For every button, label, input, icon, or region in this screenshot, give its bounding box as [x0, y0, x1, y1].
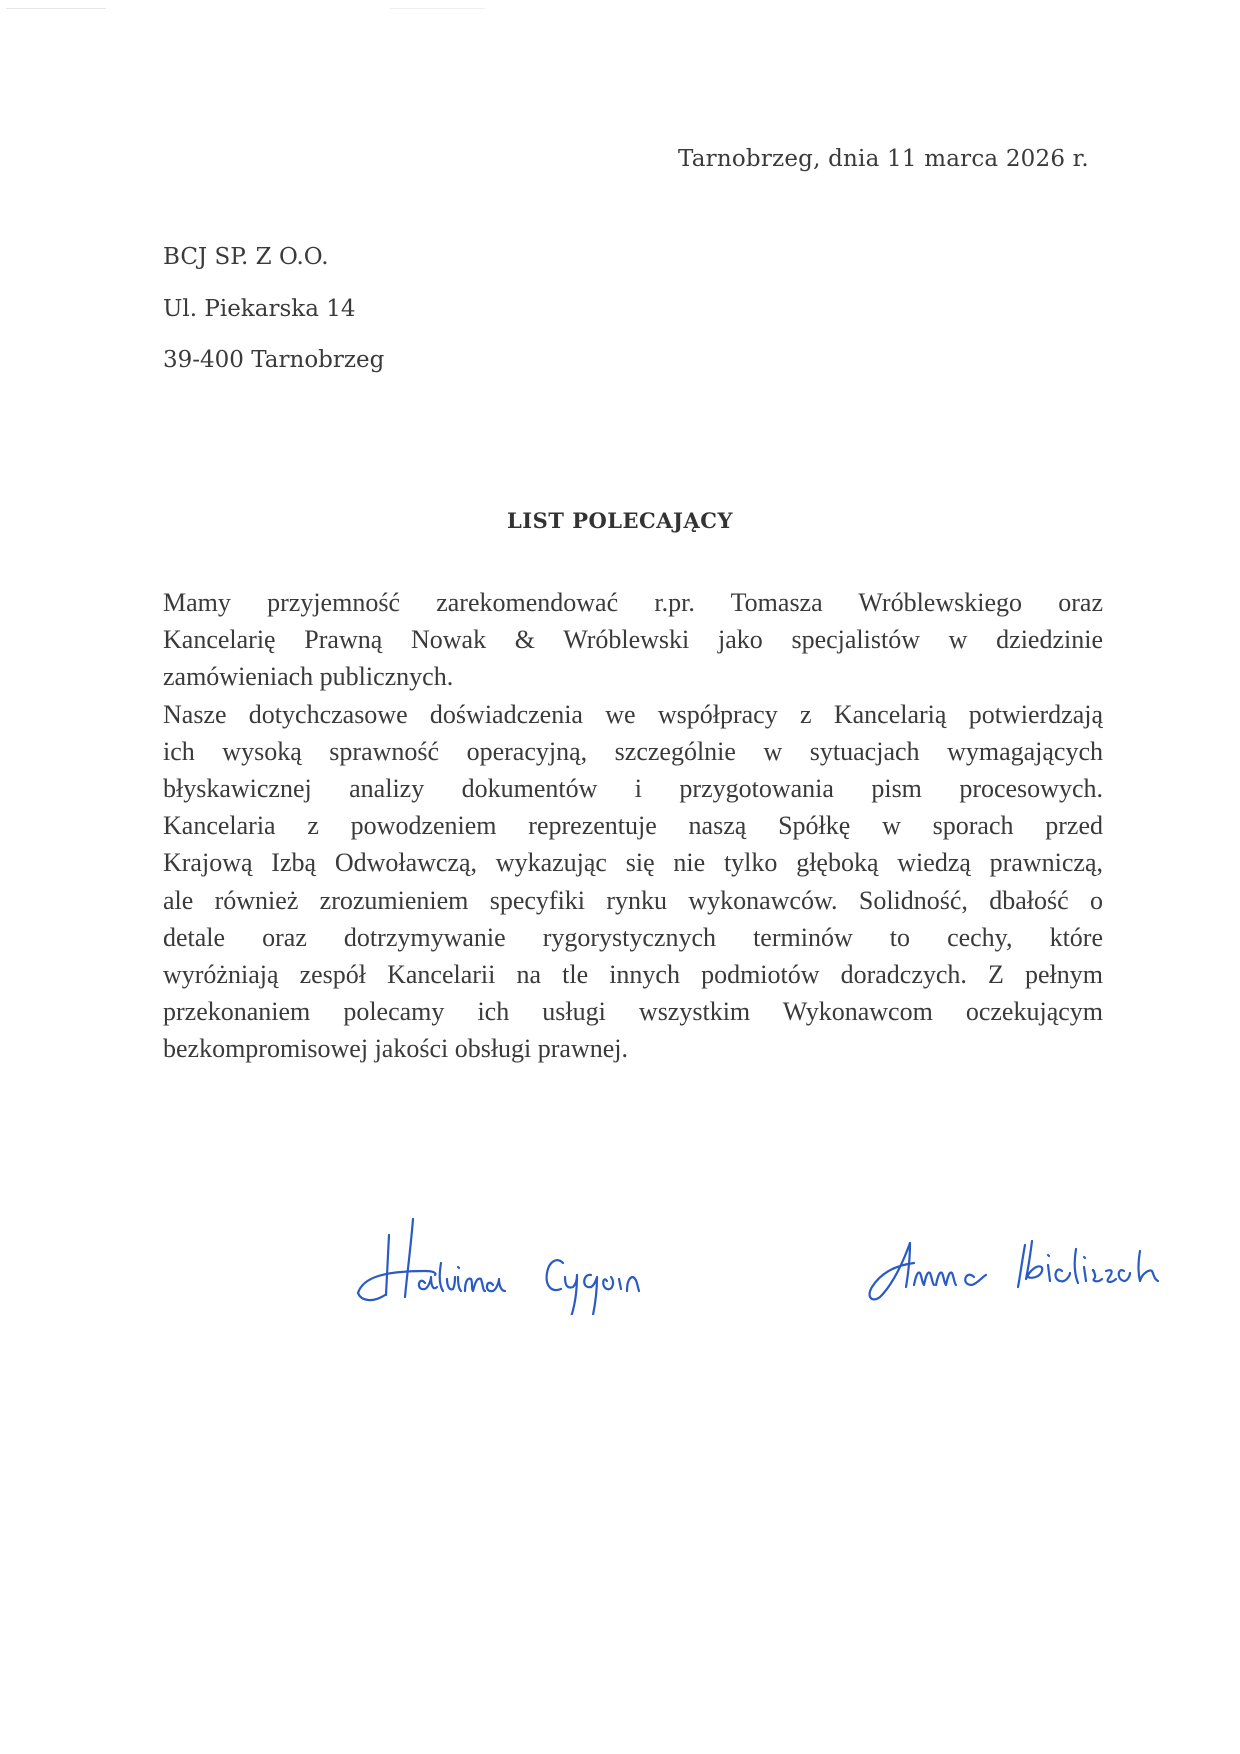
place-and-date: Tarnobrzeg, dnia 11 marca 2026 r. [678, 146, 1089, 172]
body-line: Nasze dotychczasowe doświadczenia we współpracy z Kancelarią potwierdzają [163, 699, 1103, 729]
body-line: Kancelaria z powodzeniem reprezentuje naszą Spółkę w sporach przed [163, 811, 1103, 841]
body-line: Krajową Izbą Odwoławczą, wykazując się nie tylko głęboką wiedzą prawniczą, [163, 848, 1103, 878]
scan-artifact-line [390, 8, 485, 9]
body-line: błyskawicznej analizy dokumentów i przygotowania pism procesowych. [163, 773, 1103, 803]
body-line: zamówieniach publicznych. [163, 662, 454, 692]
body-line: przekonaniem polecamy ich usługi wszystkim Wykonawcom oczekującym [163, 997, 1103, 1027]
body-line: detale oraz dotrzymywanie rygorystycznych terminów to cechy, które [163, 922, 1103, 952]
letter-body [163, 584, 1103, 1067]
signature-halina-cygan [355, 1205, 685, 1315]
letter-title: LIST POLECAJĄCY [507, 508, 733, 533]
body-line: Kancelarię Prawną Nowak & Wróblewski jako specjalistów w dziedzinie [163, 625, 1103, 655]
body-line: ich wysoką sprawność operacyjną, szczególnie w sytuacjach wymagających [163, 736, 1103, 766]
recipient-city: 39-400 Tarnobrzeg [163, 347, 385, 373]
recipient-street: Ul. Piekarska 14 [163, 296, 356, 322]
body-line: ale również zrozumieniem specyfiki rynku wykonawców. Solidność, dbałość o [163, 885, 1103, 915]
body-line: bezkompromisowej jakości obsługi prawnej. [163, 1034, 629, 1064]
scan-artifact-line [6, 8, 106, 9]
body-line: Mamy przyjemność zarekomendować r.pr. Tomasza Wróblewskiego oraz [163, 588, 1103, 617]
body-line: wyróżniają zespół Kancelarii na tle innych podmiotów doradczych. Z pełnym [163, 959, 1103, 989]
signature-anna-bieliszek [862, 1205, 1207, 1315]
recipient-name: BCJ SP. Z O.O. [163, 244, 329, 270]
